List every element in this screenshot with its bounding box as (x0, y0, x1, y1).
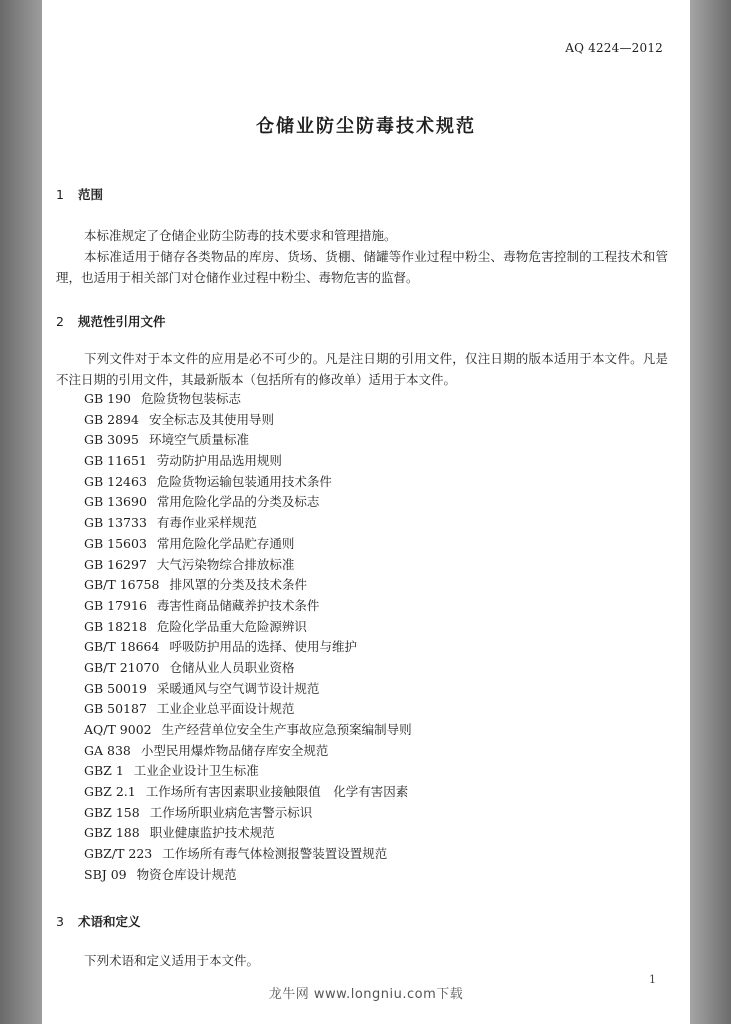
list-item: GBZ 2.1 工作场所有害因素职业接触限值 化学有害因素 (84, 784, 409, 800)
list-item: GB 13690 常用危险化学品的分类及标志 (84, 494, 320, 510)
list-item: GB 3095 环境空气质量标准 (84, 432, 249, 448)
list-item: GB 18218 危险化学品重大危险源辨识 (84, 618, 307, 634)
section-3-number: 3 (56, 914, 64, 929)
list-item: GB 15603 常用危险化学品贮存通则 (84, 535, 295, 551)
list-item: GB 17916 毒害性商品储藏养护技术条件 (84, 597, 320, 613)
list-item: SBJ 09 物资仓库设计规范 (84, 866, 237, 882)
list-item: GB 2894 安全标志及其使用导则 (84, 411, 274, 427)
list-item: AQ/T 9002 生产经营单位安全生产事故应急预案编制导则 (84, 722, 412, 737)
watermark-text: 龙牛网 www.longniu.com下载 (268, 987, 464, 1002)
list-item: GB/T 18664 呼吸防护用品的选择、使用与维护 (84, 639, 357, 655)
document-title: 仓储业防尘防毒技术规范 (256, 116, 476, 137)
list-item: GBZ/T 223 工作场所有毒气体检测报警装置设置规范 (84, 846, 388, 862)
list-item: GBZ 158 工作场所职业病危害警示标识 (84, 804, 313, 820)
list-item: GB 50187 工业企业总平面设计规范 (84, 701, 295, 717)
list-item: GB 12463 危险货物运输包装通用技术条件 (84, 473, 332, 489)
list-item: GB 190 危险货物包装标志 (84, 391, 242, 406)
section-2-heading (56, 312, 166, 330)
section-1-paragraph-2: 本标准适用于储存各类物品的库房、货场、货棚、储罐等作业过程中粉尘、毒物危害控制的工程技术和管理，也适用于相关部门对仓储作业过程中粉尘、毒物危害的监督。 (56, 249, 668, 285)
section-3-heading (56, 912, 141, 930)
list-item: GB 50019 采暖通风与空气调节设计规范 (84, 680, 320, 696)
section-1-paragraph-1: 本标准规定了仓储企业防尘防毒的技术要求和管理措施。 (84, 228, 397, 243)
section-3-intro: 下列术语和定义适用于本文件。 (84, 953, 260, 968)
list-item: GBZ 188 职业健康监护技术规范 (84, 825, 275, 841)
section-2-intro: 下列文件对于本文件的应用是必不可少的。凡是注日期的引用文件，仅注日期的版本适用于本文件。凡是不注日期的引用文件，其最新版本（包括所有的修改单）适用于本文件。 (56, 351, 668, 387)
scan-right-shadow (690, 0, 731, 1024)
section-2-number: 2 (56, 314, 64, 329)
list-item: GB/T 21070 仓储从业人员职业资格 (84, 659, 295, 675)
scan-left-shadow (0, 0, 42, 1024)
section-2-title: 规范性引用文件 (78, 314, 166, 329)
list-item: GB/T 16758 排风罩的分类及技术条件 (84, 577, 307, 593)
list-item: GB 16297 大气污染物综合排放标准 (84, 556, 295, 572)
page-number: 1 (649, 973, 656, 986)
list-item: GB 13733 有毒作业采样规范 (84, 515, 257, 531)
section-1-heading (56, 185, 103, 203)
list-item: GB 11651 劳动防护用品选用规则 (84, 453, 282, 469)
section-3-title: 术语和定义 (78, 914, 141, 929)
section-1-number: 1 (56, 187, 64, 202)
standard-number: AQ 4224—2012 (565, 41, 663, 55)
reference-list (84, 389, 412, 886)
section-1-title: 范围 (78, 187, 104, 202)
document-page (42, 0, 690, 1024)
list-item: GA 838 小型民用爆炸物品储存库安全规范 (84, 742, 329, 758)
list-item: GBZ 1 工业企业设计卫生标准 (84, 763, 259, 779)
